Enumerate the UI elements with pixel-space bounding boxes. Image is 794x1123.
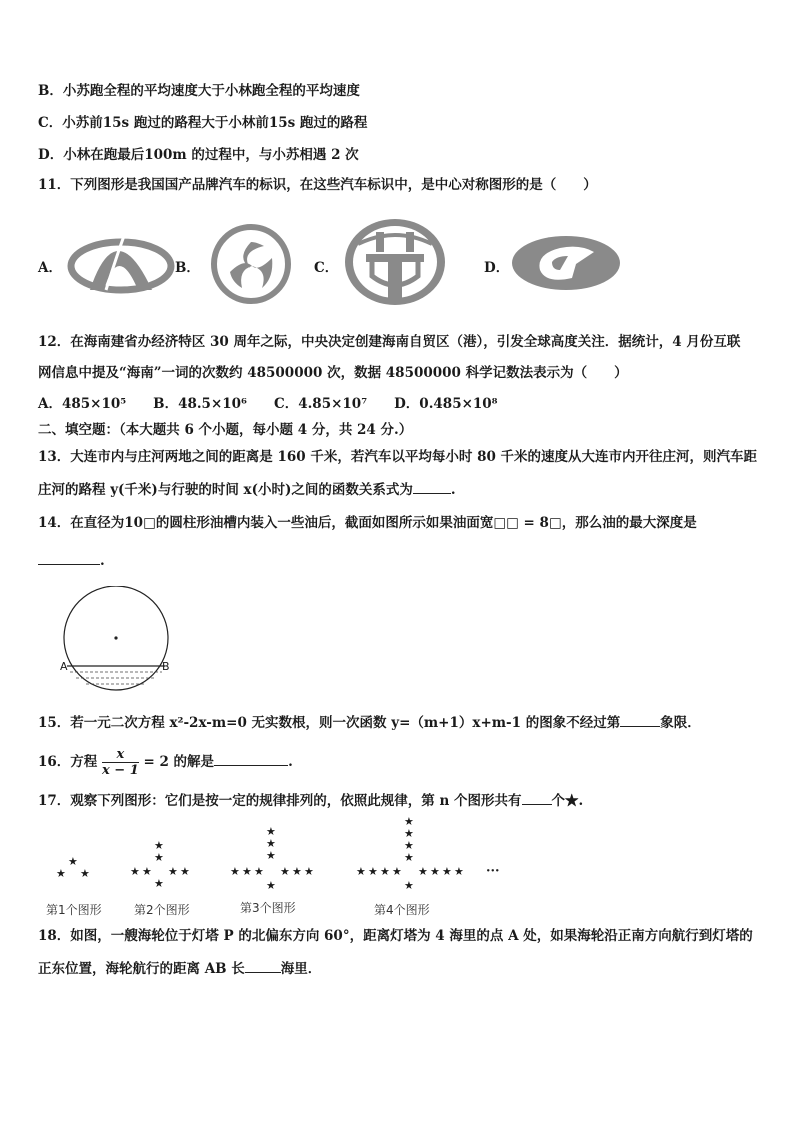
star-icon: ★ bbox=[254, 865, 264, 878]
star-icon: ★ bbox=[130, 865, 140, 878]
question-14-blank-line: . bbox=[38, 550, 105, 570]
question-18-text: 正东位置，海轮航行的距离 AB 长 bbox=[38, 961, 245, 977]
question-12-options: A．485×10⁵ B．48.5×10⁶ C．4.85×10⁷ D．0.485×10⁸ bbox=[38, 396, 498, 412]
fraction-denominator: x − 1 bbox=[102, 763, 139, 778]
star-icon: ★ bbox=[404, 827, 414, 840]
question-12-line2: 网信息中提及“海南”一词的次数约 48500000 次，数据 48500000 科学记数法表示为（ ） bbox=[38, 365, 628, 381]
question-16: 16．方程 $\frac{x}{x - 1}$ = 2 的解是 . bbox=[38, 747, 293, 778]
caption-figure-4: 第4个图形 bbox=[374, 903, 430, 917]
star-icon: ★ bbox=[154, 877, 164, 890]
question-15 bbox=[38, 712, 701, 732]
question-13-line1: 13．大连市内与庄河两地之间的距离是 160 千米，若汽车以平均每小时 80 千米的速度从大连市内开往庄河，则汽车距 bbox=[38, 449, 758, 465]
star-icon: ★ bbox=[242, 865, 252, 878]
star-icon: ★ bbox=[392, 865, 402, 878]
logo-d-icon bbox=[510, 234, 622, 292]
star-icon: ★ bbox=[80, 867, 90, 880]
point-b-label: B bbox=[162, 660, 170, 673]
question-14: 14．在直径为10□的圆柱形油槽内装入一些油后，截面如图所示如果油面宽□□ = 8□，那么油的最大深度是 bbox=[38, 515, 697, 531]
caption-figure-3: 第3个图形 bbox=[240, 901, 296, 915]
star-icon: ★ bbox=[68, 855, 78, 868]
logo-c-icon bbox=[342, 216, 448, 308]
question-16-post: = 2 的解是 bbox=[143, 754, 215, 770]
question-18-line2 bbox=[38, 958, 321, 978]
star-icon: ★ bbox=[454, 865, 464, 878]
caption-figure-1: 第1个图形 bbox=[46, 903, 102, 917]
star-icon: ★ bbox=[56, 867, 66, 880]
q11-label-c: C． bbox=[314, 260, 339, 276]
answer-blank bbox=[38, 550, 100, 565]
star-icon: ★ bbox=[280, 865, 290, 878]
point-a-label: A bbox=[60, 660, 68, 673]
star-icon: ★ bbox=[266, 879, 276, 892]
star-icon: ★ bbox=[230, 865, 240, 878]
star-icon: ★ bbox=[266, 837, 276, 850]
star-icon: ★ bbox=[266, 849, 276, 862]
answer-blank bbox=[214, 751, 288, 766]
answer-blank bbox=[620, 712, 660, 727]
option-b: B．小苏跑全程的平均速度大于小林跑全程的平均速度 bbox=[38, 83, 360, 99]
question-15-end: 象限． bbox=[660, 715, 701, 731]
oil-tank-circle-diagram bbox=[56, 586, 186, 696]
star-icon: ★ bbox=[304, 865, 314, 878]
star-icon: ★ bbox=[368, 865, 378, 878]
fraction-numerator: x bbox=[102, 747, 139, 763]
logo-a-icon bbox=[66, 222, 176, 302]
star-icon: ★ bbox=[356, 865, 366, 878]
logo-b-icon bbox=[206, 222, 296, 306]
question-13-text: 庄河的路程 y(千米)与行驶的时间 x(小时)之间的函数关系式为 bbox=[38, 482, 413, 498]
answer-blank bbox=[413, 479, 451, 494]
star-icon: ★ bbox=[142, 865, 152, 878]
option-c: C．小苏前15s 跑过的路程大于小林前15s 跑过的路程 bbox=[38, 115, 368, 131]
star-icon: ★ bbox=[404, 851, 414, 864]
star-icon: ★ bbox=[266, 825, 276, 838]
star-icon: ★ bbox=[380, 865, 390, 878]
question-12-line1: 12．在海南建省办经济特区 30 周年之际，中央决定创建海南自贸区（港），引发全球高度关注．据统计，4 月份互联 bbox=[38, 334, 741, 350]
option-d: D．小林在跑最后100m 的过程中，与小苏相遇 2 次 bbox=[38, 147, 359, 163]
section-2-heading: 二、填空题：（本大题共 6 个小题，每小题 4 分，共 24 分.） bbox=[38, 422, 413, 438]
star-icon: ★ bbox=[404, 839, 414, 852]
star-icon: ★ bbox=[404, 815, 414, 828]
answer-blank bbox=[522, 790, 552, 805]
star-icon: ★ bbox=[154, 851, 164, 864]
question-13-line2: 庄河的路程 y(千米)与行驶的时间 x(小时)之间的函数关系式为 . bbox=[38, 479, 456, 499]
star-icon: ★ bbox=[404, 879, 414, 892]
star-icon: ★ bbox=[168, 865, 178, 878]
star-icon: ★ bbox=[180, 865, 190, 878]
question-15-text: 15．若一元二次方程 x²-2x-m=0 无实数根，则一次函数 y=（m+1）x+m-1 的图象不经过第 bbox=[38, 715, 621, 731]
q11-label-d: D． bbox=[484, 260, 510, 276]
caption-figure-2: 第2个图形 bbox=[134, 903, 190, 917]
ellipsis: ··· bbox=[486, 864, 500, 879]
question-17-end: 个★. bbox=[551, 793, 584, 809]
star-icon: ★ bbox=[442, 865, 452, 878]
question-18-end: 海里． bbox=[280, 961, 322, 977]
question-17-text: 17．观察下列图形：它们是按一定的规律排列的，依照此规律，第 n 个图形共有 bbox=[38, 793, 522, 809]
q11-label-a: A． bbox=[38, 260, 62, 276]
star-icon: ★ bbox=[430, 865, 440, 878]
star-icon: ★ bbox=[292, 865, 302, 878]
fraction bbox=[102, 747, 139, 778]
question-18-line1: 18．如图，一艘海轮位于灯塔 P 的北偏东方向 60°，距离灯塔为 4 海里的点 A 处，如果海轮沿正南方向航行到灯塔的 bbox=[38, 928, 753, 944]
q11-label-b: B． bbox=[175, 260, 200, 276]
question-16-pre: 16．方程 bbox=[38, 754, 98, 770]
question-11: 11．下列图形是我国国产品牌汽车的标识，在这些汽车标识中，是中心对称图形的是（ ） bbox=[38, 177, 597, 193]
question-17 bbox=[38, 790, 583, 810]
answer-blank bbox=[245, 958, 281, 973]
star-icon: ★ bbox=[154, 839, 164, 852]
star-icon: ★ bbox=[418, 865, 428, 878]
